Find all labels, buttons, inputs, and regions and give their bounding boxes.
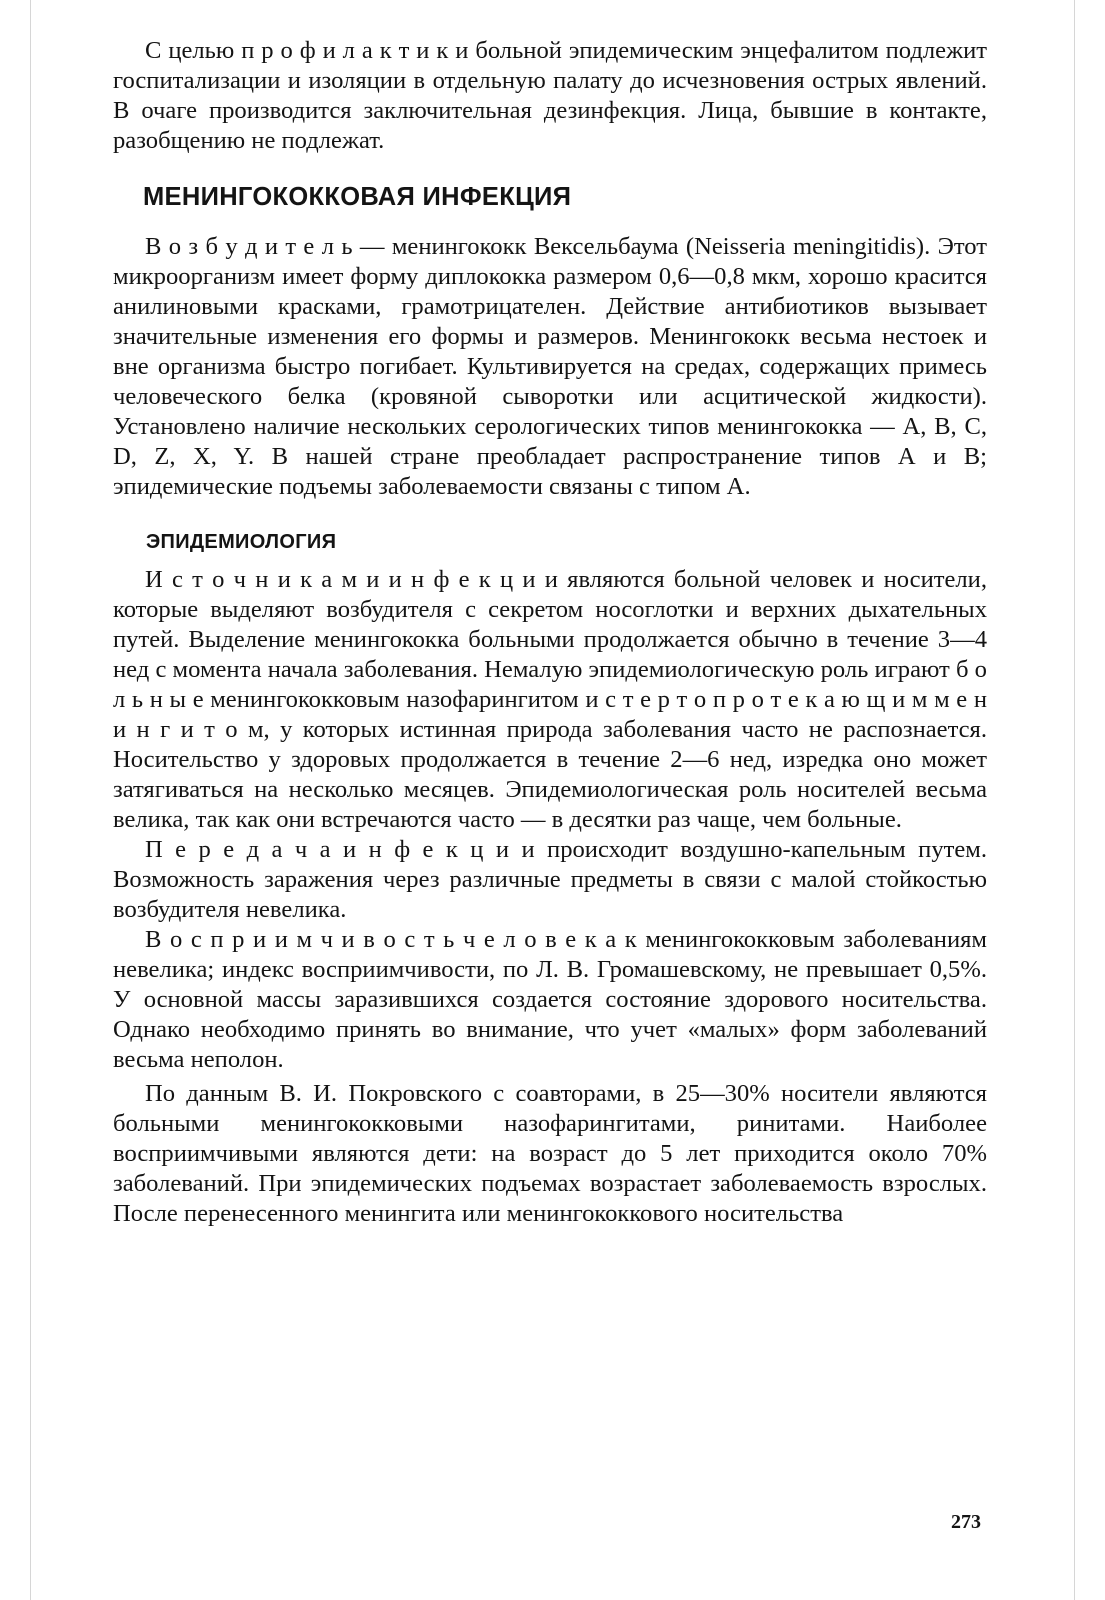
paragraph-sources-text-a: являются больной человек и носители, которые выделяют возбудителя с секретом носоглотки и верхних дыхательных путей. Выделение менингококка больными продолжается обычно в течение 3—4 нед с момента начала заболевания. Немалую эпидемиологическую роль играют <box>113 566 987 683</box>
paragraph-pokrovsky-data: По данным В. И. Покровского с соавторами, в 25—30% носители являются больными менингококковыми назофарингитами, ринитами. Наиболее восприимчивыми являются дети: на возраст до 5 лет приходится около 70% заболеваний. При эпидемических подъемах возрастает заболеваемость взрослых. После перенесенного менингита или менингококкового носительства <box>113 1080 987 1227</box>
spaced-term-prophylaxis: С целью п р о ф и л а к т и к и <box>145 37 469 64</box>
spaced-term-pathogen: В о з б у д и т е л ь <box>145 233 353 260</box>
paragraph-sources-text-b: менингококковым назофарингитом и <box>203 686 606 713</box>
page-edge-right <box>1074 0 1075 1600</box>
text-column <box>113 36 987 1229</box>
page-edge-left <box>30 0 31 1600</box>
paragraph-susceptibility-text: к менингококковым заболеваниям невелика; индекс восприимчивости, по Л. В. Громашевскому, не превышает 0,5%. У основной массы заразившихся создается состояние здорового носительства. Однако необходимо принять во внимание, что учет «малых» форм заболеваний весьма неполон. <box>113 926 987 1073</box>
page-number: 273 <box>951 1511 981 1533</box>
paragraph-sources-text-c: , у которых истинная природа заболевания часто не распознается. Носительство у здоровых продолжается в течение 2—6 нед, изредка оно может затягиваться на несколько месяцев. Эпидемиологическая роль носителей весьма велика, так как они встречаются часто — в десятки раз чаще, чем больные. <box>113 716 987 833</box>
paragraph-transmission-text: происходит воздушно-капельным путем. Возможность заражения через различные предметы в связи с малой стойкостью возбудителя невелика. <box>113 836 987 923</box>
section-title-meningococcal: МЕНИНГОКОККОВАЯ ИНФЕКЦИЯ <box>143 183 572 211</box>
paragraph-pathogen <box>113 232 987 502</box>
paragraph-prophylaxis <box>113 36 987 156</box>
paragraph-sources <box>113 565 987 835</box>
spaced-term-susceptibility: В о с п р и и м ч и в о с т ь ч е л о в е к а <box>145 926 617 953</box>
spaced-term-erased-meningitis: с т е р т о п р о т е к а ю щ и м м е н и н г и т о м <box>113 686 987 743</box>
paragraph-susceptibility <box>113 925 987 1075</box>
paragraph-prophylaxis-text: больной эпидемическим энцефалитом подлежит госпитализации и изоляции в отдельную палату до исчезновения острых явлений. В очаге производится заключительная дезинфекция. Лица, бывшие в контакте, разобщению не подлежат. <box>113 37 987 154</box>
spaced-term-patients: б о л ь н ы е <box>113 656 987 713</box>
spaced-term-sources: И с т о ч н и к а м и и н ф е к ц и и <box>145 566 558 593</box>
subsection-title-epidemiology: ЭПИДЕМИОЛОГИЯ <box>146 531 337 553</box>
paragraph-pathogen-text: — менингококк Вексельбаума (Neisseria meningitidis). Этот микроорганизм имеет форму диплококка размером 0,6—0,8 мкм, хорошо красится анилиновыми красками, грамотрицателен. Действие антибиотиков вызывает значительные изменения его формы и размеров. Менингококк весьма нестоек и вне организма быстро погибает. Культивируется на средах, содержащих примесь человеческого белка (кровяной сыворотки или асцитической жидкости). Установлено наличие нескольких серологических типов менингококка — А, В, С, D, Z, X, Y. В нашей стране преобладает распространение типов А и В; эпидемические подъемы заболеваемости связаны с типом А. <box>113 233 987 500</box>
spaced-term-transmission: П е р е д а ч а и н ф е к ц и и <box>145 836 535 863</box>
paragraph-transmission <box>113 835 987 925</box>
